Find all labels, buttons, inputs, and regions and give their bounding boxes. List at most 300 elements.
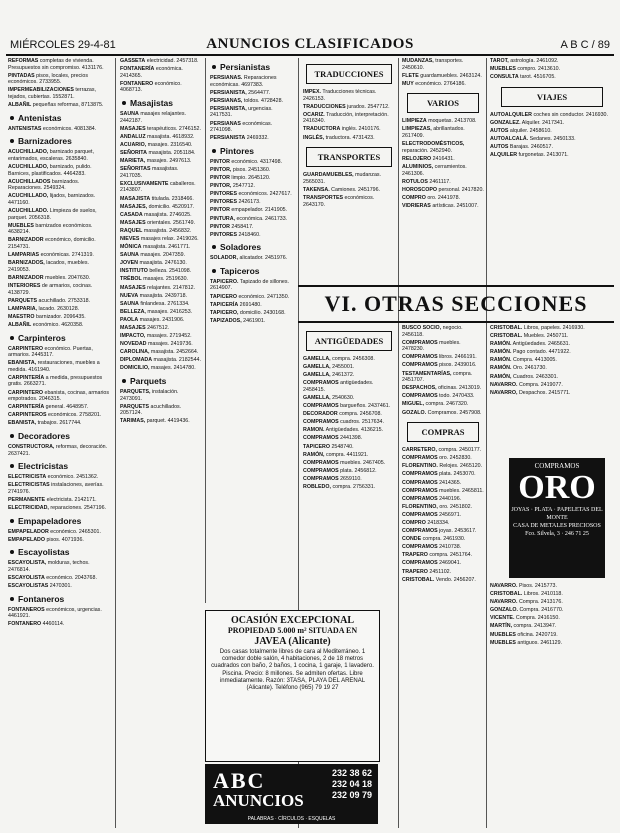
ad-text: 2470301. [48,583,72,590]
ad-text: orientales. 2561749. [145,219,196,226]
classified-ad [490,58,614,65]
classified-ad [490,112,614,119]
ad-heading: LAMPARIA, [8,305,38,312]
ad-heading: ESCAYOLISTA [8,575,45,582]
ad-text: pisos. 2439016. [437,362,477,369]
ad-text: compra. 4411921. [324,451,369,458]
classified-ad [303,104,395,111]
ad-heading: CRISTOBAL. [402,576,435,583]
classified-ad [490,632,614,639]
ad-heading: EMPAPELADOR [8,528,49,535]
ad-heading: NUEVA [120,292,139,299]
ad-text: jurados. 2547712. [345,103,390,110]
classified-ad [402,455,484,462]
bullet-icon [212,245,216,249]
ad-heading: ACUCHILLADOS [8,178,51,185]
ad-heading: PERSIANAS. [210,75,243,81]
ad-heading: MASAJISTA [120,195,151,202]
classified-ad [402,371,484,384]
classified-ad [210,199,295,206]
ad-text: Tapizado de sillones. 2614907. [210,278,290,292]
ad-heading: RAMÓN, [490,373,512,380]
ad-text: 2469041. [437,560,462,567]
oro-line5: Fco. Silvela, 3 · 246 71 25 [525,531,589,537]
ad-heading: ANDALUZ [120,133,146,140]
classified-ad [490,120,614,127]
classified-ad [120,389,202,402]
ad-text: oro. 2451802. [437,503,473,510]
ad-text: compra. 2451707. [402,370,473,384]
classified-ad [303,484,395,491]
classified-ad [210,121,295,134]
ad-heading: MASAJES [120,125,146,132]
section-heading [210,146,295,156]
classified-ad [490,607,614,614]
ad-heading: FLORENTINO. [402,463,438,470]
ad-text: transportes. 2450610. [402,58,464,71]
classified-ad [402,512,484,519]
ad-heading: CRISTOBAL. [490,325,523,331]
classified-ad [8,505,112,512]
ad-text: compra. 2756331. [330,484,376,490]
ad-text: muebles. 2047630. [43,274,91,281]
classified-ad [402,488,484,495]
ad-heading: PERSIANAS [210,120,241,127]
ad-heading: ACUCHILLADO. [8,208,49,214]
ad-heading: PINTADAS [8,72,35,79]
ad-text: guardamuebles. 2463124. [418,72,482,79]
ad-text: económicas. 2741098. [210,120,273,134]
ad-text: 2469332. [245,135,269,142]
ad-text: barnizador. 2096435. [34,313,86,320]
section-heading [8,333,112,343]
ad-text: urgencias. 2417531. [210,105,273,119]
classified-ad [120,349,202,356]
classified-ad [402,463,484,470]
ad-text: masajes. 2431906. [138,316,185,323]
ad-text: electricidad. 2457318. [145,58,199,64]
ad-text: lijados, barnizados. 4471160. [8,193,96,206]
ad-text: compra. 2456308. [330,356,375,362]
section-heading-label: Pintores [220,145,255,156]
boxed-section-heading: VIAJES [501,87,603,107]
oro-advertisement [509,458,605,578]
ad-heading: COMPRAMOS [303,475,339,482]
ad-text: 2418334. [425,519,450,526]
ad-heading: RAMÓN. [490,349,512,356]
ad-text: Traducción, interpretación. 2416340. [303,111,389,125]
ad-heading: TAPICERO. [210,278,239,285]
ad-text: económico. 2465301. [48,528,101,535]
ad-heading: MUEBLES [490,631,516,638]
ad-heading: GONZALEZ. [490,119,521,126]
section-heading-label: Fontaneros [18,593,65,604]
ad-heading: RAMÓN, [303,451,325,458]
ad-heading: FONTANERÍA [120,66,155,73]
ad-heading: BARNIZADOR [8,237,44,244]
classified-ad [303,364,395,371]
ad-text: molduras, techos. 2476814. [8,560,90,573]
section-heading-label: Soladores [220,242,262,253]
classified-ad [402,410,484,417]
classified-ad [8,346,112,359]
section-heading-label: Escayolistas [18,547,70,558]
section-heading [8,461,112,471]
bullet-icon [10,139,14,143]
classified-ad [210,175,295,182]
ad-heading: MARIETA, [120,158,146,165]
ad-heading: ALUMINIOS, [402,163,434,170]
ad-text: masajista. 4618932. [145,133,195,140]
ad-text: económico. Puertas, armarios. 2445317. [8,345,93,359]
ad-heading: NAVARRO. [490,381,518,388]
classified-ad [402,73,484,80]
ad-text: masajista. 2746025. [142,211,192,218]
ad-text: 2410738. [437,544,462,551]
ad-text: Compra. 2416150. [514,615,560,622]
ad-heading: GOZALO. [402,409,427,416]
bullet-icon [212,65,216,69]
ad-text: masajes. 2419736. [146,341,193,348]
classified-ad [402,187,484,194]
header-title: ANUNCIOS CLASIFICADOS [206,36,414,52]
ad-heading: VICENTE. [490,615,515,622]
classified-ad [120,293,202,300]
ad-heading: COMPRAMOS [402,511,438,518]
ad-text: económicas. 2741319. [39,252,94,259]
ad-text: 2691480. [238,301,262,308]
ad-heading: EMPAPELADO [8,536,45,543]
ad-heading: PINTOR [210,207,230,214]
oro-line3: JOYAS · PLATA · PAPELETAS DEL MONTE [511,507,603,521]
classified-ad [402,544,484,551]
classified-ad [303,187,395,194]
ad-heading: COMPRAMOS [402,393,438,400]
ad-text: compra. 2450177. [437,447,482,454]
column-6-upper [490,325,614,455]
classified-ad [8,283,112,296]
classified-ad [120,58,202,65]
classified-ad [402,58,484,71]
classified-ad [120,333,202,340]
classified-ad [210,183,295,190]
column-divider [486,58,487,828]
ad-text: de armarios, cocinas. 4138729. [8,282,93,296]
ad-text: 2461372. [330,372,355,379]
classified-ad [490,591,614,598]
classified-ad [402,393,484,400]
ad-heading: PERSIANAS, [210,97,243,104]
classified-ad [402,480,484,487]
classified-ad [210,75,295,88]
ad-heading: COMPRAMOS [402,455,438,462]
ad-heading: EBANISTA, [8,420,37,427]
ad-text: Camiones. 2451796. [329,186,381,193]
ad-text: muebles. 2478230. [402,339,461,353]
section-heading [8,594,112,604]
classified-ad [490,136,614,143]
ad-text: artísticas. 2451007. [430,202,479,209]
ad-text: económico. 2471350. [236,293,290,300]
column-4-top [303,58,395,283]
ad-heading: COMPRAMOS [402,487,438,494]
ad-text: barnizado, pulido. Barnices, plastificados. 4464283. [8,163,92,177]
ad-heading: PINTOR, [210,183,232,190]
ad-heading: TAROT, [490,58,509,64]
ad-text: 2467512. [145,325,170,331]
classified-ad [402,528,484,535]
classified-ad [8,390,112,403]
classified-ad [120,196,202,203]
ad-text: plata. 2453070. [437,471,476,478]
classified-ad [120,150,202,157]
ad-heading: ALBAÑIL [8,321,32,328]
ad-heading: TAPICERO, [210,309,239,316]
classified-ad [303,403,395,410]
bullet-icon [212,269,216,273]
classified-ad [8,529,112,536]
section-heading [8,516,112,526]
ad-heading: LIMPIEZAS, [402,126,432,133]
classified-ad [490,382,614,389]
ad-text: compro. 2413610. [515,66,561,73]
bullet-icon [10,336,14,340]
section-heading-label: Tapiceros [220,265,260,276]
boxed-section-heading: ANTIGÜEDADES [306,331,392,351]
classified-ad [8,412,112,419]
classified-ad [490,349,614,356]
bullet-icon [122,379,126,383]
ad-heading: TRADUCCIONES [303,103,346,110]
ad-heading: COMPRAMOS [303,380,339,387]
ad-heading: AUTOALCALÁ. [490,136,529,143]
bullet-icon [10,464,14,468]
column-1 [8,58,112,828]
ad-heading: ROBLEDO, [303,484,331,490]
ad-heading: PARQUETS [120,403,150,410]
ad-heading: TARIMAS, [120,418,146,425]
ad-text: 2540630. [330,394,355,401]
ad-heading: AUTOALQUILER [490,111,532,118]
classified-ad [402,203,484,210]
ad-heading: BELLEZA, [120,308,146,315]
ad-heading: GASSETA [120,58,146,64]
column-2 [120,58,202,603]
ad-heading: FONTANERO [8,621,42,628]
ad-heading: PERSIANISTA, [210,105,247,112]
ad-text: económico. 2043768. [44,575,97,582]
column-3 [210,58,295,603]
ad-heading: TRAPERO [402,568,428,575]
ad-text: barnizados económicos. 4638214. [8,222,93,236]
classified-ad [210,167,295,174]
classified-ad [8,583,112,590]
ad-heading: ACUCHILLADO, [8,193,49,200]
ad-text: lacado. 2630128. [37,305,80,312]
ad-heading: MUEBLES [490,66,516,73]
ad-text: económicos. 4081384. [41,125,97,132]
ad-heading: COMPRAMOS [402,495,438,502]
header-page-number: A B C / 89 [560,39,610,51]
ad-text: pisos. 2451360. [231,166,271,173]
classified-ad [303,476,395,483]
section-heading [120,98,202,108]
section-heading-label: Parquets [130,376,167,387]
ad-heading: CASADA [120,211,143,218]
ad-text: Compra. 2413176. [517,599,563,606]
section-heading [8,113,112,123]
ad-text: masajes. 2316540. [146,141,193,148]
ad-heading: ACUCHILLADO, [8,163,49,170]
classified-ad [8,102,112,109]
oro-line4: CASA DE METALES PRECIOSOS [513,523,601,529]
classified-ad [120,301,202,308]
classified-ad [8,237,112,250]
page-header [6,36,614,56]
classified-ad [303,452,395,459]
abc-phone: 232 04 18 [331,779,372,789]
classified-ad [120,325,202,332]
classified-ad [303,411,395,418]
ad-heading: MUDANZAS, [402,58,434,64]
classified-ad [8,223,112,236]
ad-text: 2416431. [431,155,455,162]
ad-heading: LIMPIEZA [402,118,427,125]
ad-heading: DESPACHOS, [402,385,437,392]
classified-ad [8,179,112,192]
ad-heading: COMPRAMOS [303,419,339,426]
classified-ad [490,599,614,606]
ad-text: oficina. 2420719. [515,631,558,638]
ad-heading: RAMÓN. [490,341,512,348]
ad-text: instalaciones, averías. 2741976. [8,482,104,495]
ad-heading: GAMELLA, [303,372,331,379]
classified-ad [8,260,112,273]
ad-text: económico, domicilio. 2154731. [8,237,96,250]
ad-text: negocio. 2456118. [402,325,463,338]
ad-text: inglés. 2410176. [340,126,381,133]
ad-heading: EBANISTA, [8,360,37,367]
ad-text: masajes. 2416253. [145,308,193,315]
ad-heading: COMPRAMOS [402,362,438,369]
section-heading-label: Empapeladores [18,515,82,526]
ad-heading: PINTOR, [210,166,232,173]
ad-text: masajista. 2476130. [137,260,187,267]
ad-text: económico. 4620358. [31,321,84,328]
section-banner-title: VI. OTRAS SECCIONES [324,291,588,316]
classified-ad [120,268,202,275]
ad-text: personal. 2417820. [437,186,484,193]
ad-heading: CAROLINA, [120,349,150,356]
ad-heading: ANTENISTAS [8,125,42,132]
section-heading [8,547,112,557]
ad-heading: REFORMAS [8,58,39,64]
ad-heading: COMPRO [402,194,426,201]
ad-text: Compra. 2416770. [517,607,564,614]
ad-text: 2426173. [236,199,261,206]
ad-heading: EXCLUSIVAMENTE [120,180,169,187]
ad-heading: MUY [402,80,414,87]
classified-ad [210,216,295,223]
classified-ad [303,435,395,442]
classified-ad [120,357,202,364]
classified-ad [210,159,295,166]
ocasion-title: OCASIÓN EXCEPCIONAL [230,615,355,626]
ad-heading: TAPICERO [303,443,330,450]
classified-ad [490,128,614,135]
ad-heading: DECORADOR [303,411,338,418]
ad-heading: MÓNICA [120,244,142,251]
section-heading [8,431,112,441]
abc-phone: 232 09 79 [331,790,372,800]
ad-heading: PINTORES [210,199,237,206]
classified-ad [120,309,202,316]
ad-text: Barajas. 2460517. [508,144,553,151]
ocasion-subtitle: PROPIEDAD 5.000 m² SITUADA EN [227,626,358,635]
ad-heading: NIEVES [120,235,140,242]
classified-ad [120,418,202,425]
ad-text: masajistas. 2417035. [120,166,179,179]
ad-heading: MUEBLES [490,639,516,646]
ad-heading: COMPRAMOS [303,459,339,466]
section-heading [210,266,295,276]
ad-text: Libros. 2410118. [522,591,563,598]
ad-text: alicatador. 2451976. [237,255,288,262]
ad-heading: INGLÉS, [303,134,325,141]
ad-heading: GONZALO. [490,607,518,614]
classified-ad [8,149,112,162]
ad-text: relajantes. 2147812. [145,284,196,291]
bullet-icon [212,149,216,153]
ad-text: compra. 2461930. [421,536,466,543]
classified-ad [120,260,202,267]
ad-heading: ELECTRICIDAD, [8,505,49,512]
ad-heading: TAPICERO [210,293,237,300]
ad-text: astrología. 2461092. [508,58,559,64]
ad-text: electricista. 2142171. [45,497,97,503]
column-divider [398,58,399,828]
ad-heading: SOLADOR, [210,255,238,262]
classified-ad [8,474,112,481]
classified-ad [402,536,484,543]
ad-text: Vendo. 2456207. [434,576,476,583]
ad-text: reparaciones. 2547196. [48,505,107,512]
ad-heading: RAMÓN. [490,357,512,364]
classified-ad [490,374,614,381]
ad-text: 2458417. [229,223,254,230]
classified-ad [120,126,202,133]
classified-ad [402,179,484,186]
classified-ad [490,333,614,340]
ad-heading: COMPRAMOS [303,435,339,442]
classified-ad [402,362,484,369]
ad-text: caballeros. 2143807. [120,180,196,194]
ad-text: limpio. 2645120. [229,175,271,182]
classified-ad [303,172,395,185]
ad-text: acuchillados. 2057124. [120,403,182,417]
ad-text: económico. 2451362. [46,474,99,481]
ad-text: Compramos. 2457908. [426,409,482,416]
ad-heading: NOVEDAD [120,341,147,348]
classified-ad [402,354,484,361]
ad-text: terrazas, tejados, cubiertas. 1552871. [8,87,96,100]
oro-headline: ORO [518,469,596,506]
ad-heading: RAMON. [303,427,325,434]
ad-text: masajes. 2519630. [141,276,189,283]
ad-text: oro. 2441978. [425,194,461,201]
section-heading [210,62,295,72]
classified-ad [8,73,112,86]
